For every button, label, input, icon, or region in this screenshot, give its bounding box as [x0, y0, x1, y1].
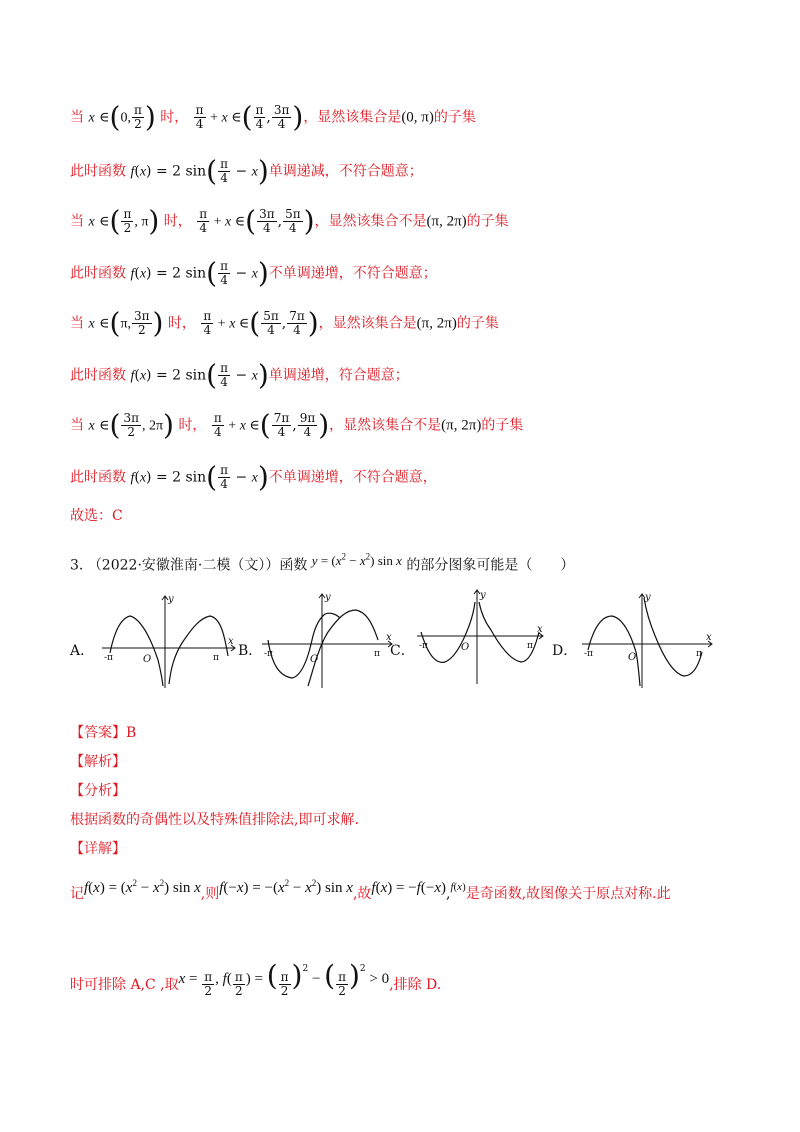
case-2-line: 当 x ∈( $\frac{\pi}{2}$ , π) 时， $\frac{\pi}{4}$ + x ∈( $\frac{3\pi}{4}$ , $\frac{5\pi}{4}$ )，显然该集合不是(π, 2π)的子集 — [70, 204, 509, 238]
detail-line-1: 记$f(x) = (x^2 - x^2)$ sin x,则$f(-x) = -(x^2 - x^2)$ sin x,故f(x) = −f(−x),$^{f(x)}$是奇函数,故图像关于原点对称.此 — [70, 878, 671, 902]
conclusion-2-prefix: 此时函数 — [70, 265, 126, 282]
answer-line — [70, 722, 760, 744]
option-a-label[interactable]: A． — [70, 643, 95, 659]
case-1-suffix: 的子集 — [433, 109, 476, 126]
graph-options — [70, 588, 760, 698]
fenxi-heading: 【分析】 — [70, 783, 126, 799]
frac: 4 — [289, 221, 297, 235]
case-3-line: 当 x ∈(π, $\frac{3\pi}{2}$ ) 时， $\frac{\pi}{4}$ + x ∈( $\frac{5\pi}{4}$ , $\frac{7\pi}{4}$ )，显然该集合是(π, 2π)的子集 — [70, 306, 499, 340]
detail-heading: 【详解】 — [70, 841, 126, 857]
case-2-set: (π, 2π) — [426, 213, 467, 230]
analysis-head-line — [70, 751, 760, 773]
case-3-shi: 时， — [167, 315, 196, 332]
analysis-heading: 【解析】 — [70, 754, 126, 770]
case-4-line: 当 x ∈( $\frac{3\pi}{2}$ , 2π) 时， $\frac{\pi}{4}$ + x ∈( $\frac{7\pi}{4}$ , $\frac{9\pi}{4}$ )，显然该集合不是(π, 2π)的子集 — [70, 408, 524, 442]
case-1-shi: 时， — [160, 109, 189, 126]
case-2-prefix: 当 — [70, 213, 84, 230]
frac: 3π — [134, 309, 150, 323]
pi-label: π — [527, 641, 533, 651]
case-3-set: (π, 2π) — [416, 315, 457, 332]
conclusion-4-suffix: 不单调递增，不符合题意， — [268, 469, 437, 486]
frac: 4 — [267, 323, 275, 337]
x-axis-label: x — [386, 632, 392, 643]
frac: 2 — [127, 425, 136, 439]
frac: 4 — [293, 323, 301, 337]
fenxi-head-line — [70, 780, 760, 802]
detail-line-2: 时可排除 A,C ,取x = $\frac{\pi}{2}$ , f( $\frac{\pi}{2}$ ) = ( $\frac{\pi}{2}$ )$^2$ − ( $\frac{\pi}{2}$ )$^2$ > 0,排除 D. — [70, 959, 442, 998]
origin-label: O — [310, 654, 319, 665]
case-1-claim: ，显然该集合是 — [303, 109, 402, 126]
case-3-interval-left: π, — [120, 316, 132, 332]
frac: 5π — [285, 207, 301, 221]
option-b-graph[interactable] — [260, 588, 400, 692]
detail-ze: ,则 — [200, 886, 220, 902]
pi-label: π — [696, 649, 702, 659]
frac: 7π — [273, 411, 290, 425]
case-2-claim: ，显然该集合不是 — [314, 213, 427, 230]
frac: π — [123, 207, 132, 221]
frac: 4 — [263, 221, 271, 235]
x-axis-label: x — [537, 624, 543, 635]
conclusion-3-suffix: 单调递增，符合题意； — [268, 367, 409, 384]
frac: 2 — [123, 221, 132, 235]
case-4-suffix: 的子集 — [481, 417, 524, 434]
case-4-interval-right: , 2π — [141, 418, 164, 434]
choice-line — [70, 505, 760, 527]
y-axis-label: y — [645, 592, 651, 603]
frac: 4 — [277, 425, 286, 439]
fenxi-text: 根据函数的奇偶性以及特殊值排除法,即可求解. — [70, 812, 359, 828]
conclusion-1-prefix: 此时函数 — [70, 163, 126, 180]
option-d-label[interactable]: D． — [552, 643, 578, 659]
frac: 4 — [195, 117, 204, 131]
x-axis-label: x — [228, 636, 234, 647]
case-1-line: 当 x ∈(0, $\frac{\pi}{2}$ ) 时， $\frac{\pi}{4}$ + x ∈( $\frac{\pi}{4}$ , $\frac{3\pi}{4}$ )，显然该集合是(0, π)的子集 — [70, 100, 476, 134]
case-3-claim: ，显然该集合是 — [318, 315, 417, 332]
case-1-set: (0, π) — [401, 109, 434, 126]
case-2-suffix: 的子集 — [466, 213, 509, 230]
origin-label: O — [143, 654, 152, 665]
detail-line2-suffix: ,排除 D. — [389, 977, 442, 993]
question-tail: 的部分图象可能是（ ） — [406, 557, 575, 574]
option-b-label[interactable]: B． — [238, 643, 263, 659]
frac: 4 — [255, 117, 264, 131]
neg-pi-label: -π — [419, 641, 428, 651]
case-2-shi: 时， — [163, 213, 192, 230]
conclusion-3-line: 此时函数 f(x) = 2 sin( $\frac{\pi}{4}$ − x)单调递增，符合题意； — [70, 358, 409, 392]
case-4-prefix: 当 — [70, 417, 84, 434]
answer-text: 【答案】B — [70, 725, 137, 741]
frac: π — [255, 103, 264, 117]
conclusion-1-suffix: 单调递减，不符合题意； — [268, 163, 423, 180]
conclusion-1-line: 此时函数 f(x) = 2 sin( $\frac{\pi}{4}$ − x)单调递减，不符合题意； — [70, 154, 423, 188]
conclusion-2-line: 此时函数 f(x) = 2 sin( $\frac{\pi}{4}$ − x)不单调递增，不符合题意； — [70, 256, 437, 290]
case-4-shi: 时， — [178, 417, 207, 434]
pi-label: π — [213, 653, 219, 663]
frac: 9π — [299, 411, 316, 425]
neg-pi-label: -π — [584, 649, 593, 659]
case-1-interval-left: 0, — [120, 110, 131, 126]
fenxi-text-line — [70, 809, 760, 831]
origin-label: O — [628, 652, 637, 663]
pi-label: π — [374, 649, 380, 659]
case-2-interval-right: , π — [134, 214, 149, 230]
case-4-set: (π, 2π) — [441, 417, 482, 434]
frac: 4 — [277, 117, 286, 131]
detail-head-line — [70, 838, 760, 860]
frac: 5π — [263, 309, 279, 323]
frac: 2 — [134, 117, 142, 131]
option-a-graph[interactable] — [100, 588, 240, 692]
detail-odd: 是奇函数,故图像关于原点对称.此 — [465, 886, 671, 902]
frac: π — [133, 103, 142, 117]
frac: 7π — [289, 309, 305, 323]
question-3-line: 3. （2022·安徽淮南·二模（文））函数 $y = (x^2 - x^2)$ sin x 的部分图象可能是（ ） — [70, 552, 575, 574]
detail-ji: 记 — [70, 886, 84, 902]
y-axis-label: y — [325, 592, 331, 603]
frac: 2 — [137, 323, 146, 337]
frac: π — [195, 103, 204, 117]
option-c-graph[interactable] — [415, 588, 555, 692]
question-source: （2022·安徽淮南·二模（文））函数 — [87, 557, 308, 574]
frac: 3π — [273, 103, 290, 117]
case-4-claim: ，显然该集合不是 — [329, 417, 442, 434]
detail-gu: ,故 — [352, 886, 372, 902]
choice-text: 故选：C — [70, 508, 123, 524]
case-3-suffix: 的子集 — [456, 315, 499, 332]
origin-label: O — [461, 642, 470, 653]
neg-pi-label: -π — [264, 649, 273, 659]
conclusion-3-prefix: 此时函数 — [70, 367, 126, 384]
y-axis-label: y — [168, 594, 174, 605]
option-c-label[interactable]: C． — [390, 643, 415, 659]
case-3-prefix: 当 — [70, 315, 84, 332]
case-1-prefix: 当 — [70, 109, 84, 126]
y-axis-label: y — [480, 590, 486, 601]
frac: 3π — [259, 207, 275, 221]
question-number: 3. — [70, 557, 84, 574]
conclusion-4-prefix: 此时函数 — [70, 469, 126, 486]
conclusion-4-line: 此时函数 f(x) = 2 sin( $\frac{\pi}{4}$ − x)不单调递增，不符合题意， — [70, 460, 437, 494]
frac: 3π — [123, 411, 139, 425]
option-d-graph[interactable] — [580, 588, 720, 692]
neg-pi-label: -π — [104, 653, 113, 663]
conclusion-2-suffix: 不单调递增，不符合题意； — [268, 265, 437, 282]
detail-line2-prefix: 时可排除 A,C ,取 — [70, 977, 179, 993]
x-axis-label: x — [706, 632, 712, 643]
frac: 4 — [303, 425, 312, 439]
